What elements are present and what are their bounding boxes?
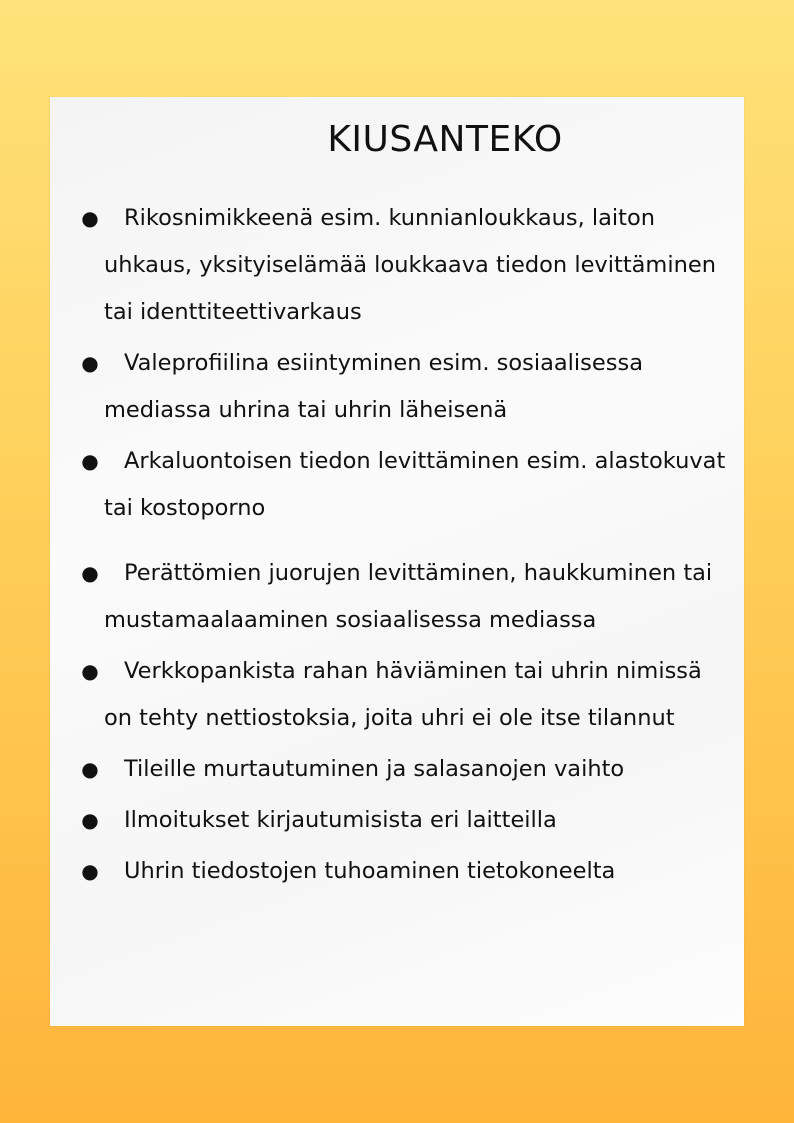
- bullet-icon: ●: [81, 808, 99, 832]
- list-item-text: Uhrin tiedostojen tuhoaminen tietokoneelta: [124, 858, 616, 884]
- bullet-icon: ●: [81, 757, 99, 781]
- bullet-icon: ●: [81, 351, 99, 375]
- paper-sheet: [50, 97, 744, 1026]
- bullet-icon: ●: [81, 206, 99, 230]
- list-item: [78, 340, 738, 434]
- list-item: [78, 195, 738, 336]
- bullet-icon: ●: [81, 449, 99, 473]
- list-item: [78, 648, 738, 742]
- bullet-list: [78, 195, 738, 895]
- list-item: [78, 550, 738, 644]
- list-item-text: Arkaluontoisen tiedon levittäminen esim. alastokuvat tai kostoporno: [104, 448, 726, 521]
- bullet-icon: ●: [81, 659, 99, 683]
- list-item-text: Verkkopankista rahan häviäminen tai uhrin nimissä on tehty nettiostoksia, joita uhri ei ole itse tilannut: [104, 658, 702, 731]
- list-item: [78, 797, 738, 844]
- list-item-text: Valeprofiilina esiintyminen esim. sosiaalisessa mediassa uhrina tai uhrin läheisenä: [104, 350, 643, 423]
- page-title: KIUSANTEKO: [327, 119, 563, 160]
- list-item-text: Rikosnimikkeenä esim. kunnianloukkaus, laiton uhkaus, yksityiselämää loukkaava tiedon levittäminen tai identtiteettivarkaus: [104, 205, 716, 325]
- list-item-text: Tileille murtautuminen ja salasanojen vaihto: [124, 756, 625, 782]
- list-item: [78, 438, 738, 532]
- list-item: [78, 746, 738, 793]
- bullet-icon: ●: [81, 859, 99, 883]
- list-item-text: Perättömien juorujen levittäminen, haukkuminen tai mustamaalaaminen sosiaalisessa mediassa: [104, 560, 713, 633]
- list-item-text: Ilmoitukset kirjautumisista eri laitteilla: [124, 807, 557, 833]
- list-item: [78, 848, 738, 895]
- bullet-icon: ●: [81, 561, 99, 585]
